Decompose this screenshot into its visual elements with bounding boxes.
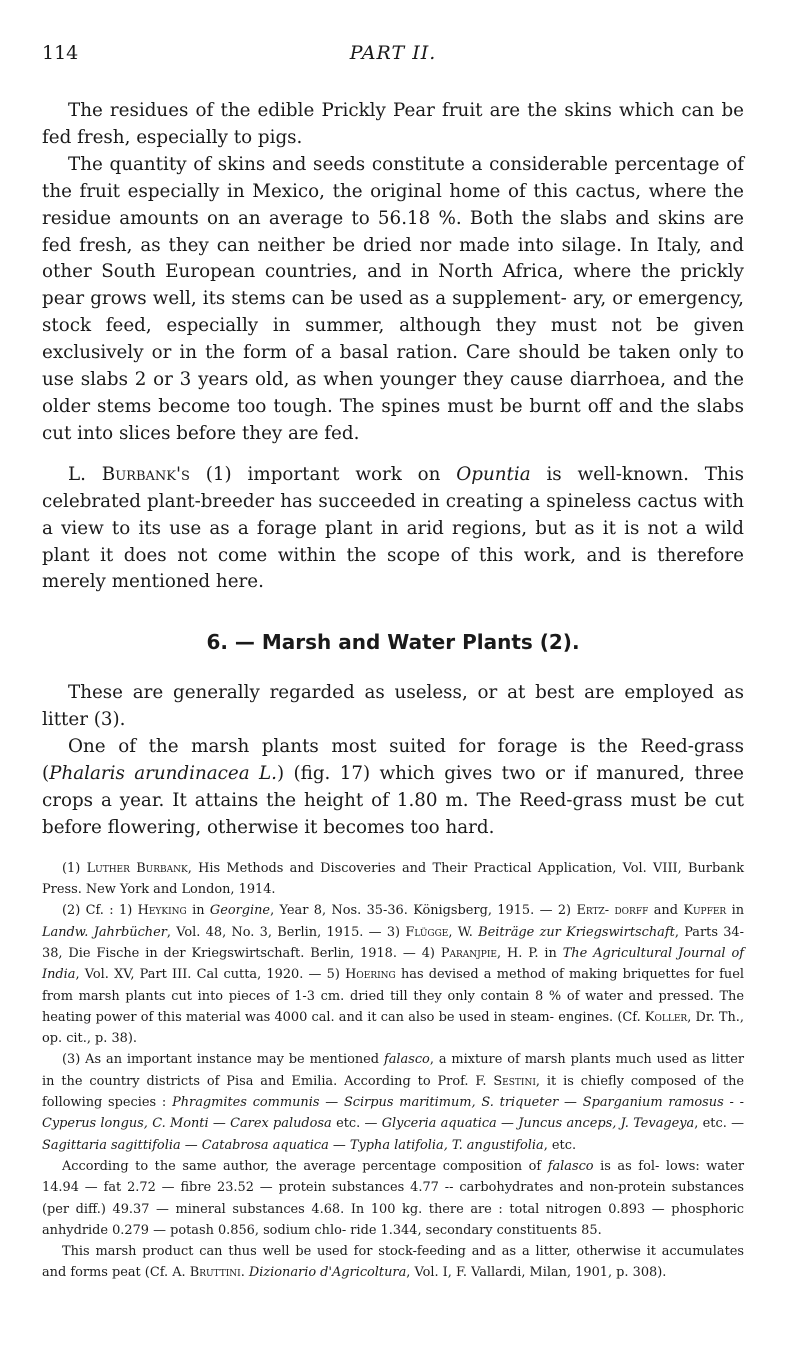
species-name: Phalaris arundinacea L.	[49, 763, 277, 785]
author-name: Bruttini	[189, 1265, 241, 1281]
text-run: , a mixture of marsh plants much used as litter in the country districts of Pisa and Emilia. According to Prof. F.	[42, 1052, 744, 1089]
paragraph-prickly-pear-residues: The residues of the edible Prickly Pear fruit are the skins which can be fed fresh, especially to pigs.	[42, 100, 744, 148]
paragraph-skins-and-slabs: The quantity of skins and seeds constitute a considerable percentage of the fruit especially in Mexico, the original home of this cactus, where the residue amounts on an average to 56.18 %. Both the slabs and skins are fed fresh, as they can neither be dried nor made into silage. In Italy, and other South European countries, and in North Africa, where the prickly pear grows well, its stems can be used as a supplement- ary, or emergency, stock feed, especially in summer, although they must not be given exclusively or in the form of a basal ration. Care should be taken only to use slabs 2 or 3 years old, as when younger they cause diarrhoea, and the older stems become too tough. The spines must be burnt off and the slabs cut into slices before they are fed.	[42, 153, 744, 444]
footnote-3	[42, 1049, 744, 1155]
publication-title: Landw. Jahrbücher	[42, 924, 167, 940]
author-name: Ertz- dorff	[576, 903, 649, 919]
text-run: , etc.	[543, 1137, 577, 1153]
publication-title: Georgine	[209, 903, 271, 919]
footnote-3-composition	[42, 1156, 744, 1241]
text-run: , His Methods and Discoveries and Their Practical Application, Vol. VIII, Burbank Press. New York and London, 1914.	[42, 860, 744, 898]
footnotes	[42, 858, 744, 1284]
text-run: has devised a method of making briquettes for fuel from marsh plants cut into pieces of 1-3 cm. dried till they only contain 8 % of water and pressed. The heating power of this material was 4000 cal. and it can also be used in steam- engines. (Cf.	[42, 967, 744, 1025]
author-name: Heyking	[137, 903, 187, 919]
text-run: This marsh product can thus well be used for stock-feeding and as a litter, otherwise it accumulates and forms peat (Cf. A.	[42, 1244, 744, 1281]
text-run: One of the marsh plants most suited for forage is the Reed-grass (	[42, 736, 744, 785]
text-run: , W.	[448, 924, 479, 940]
page-body	[42, 98, 744, 1284]
term: falasco	[383, 1052, 430, 1068]
paragraph-reed-grass	[42, 734, 744, 842]
text-run: and	[648, 903, 684, 919]
text-run: , Year 8, Nos. 35-36. Königsberg, 1915. — 2)	[270, 903, 577, 919]
text-run: in	[726, 903, 745, 919]
text-run: ) (fig. 17) which gives two or if manured, three crops a year. It attains the height of 1.80 m. The Reed-grass must be cut before flowering, otherwise it becomes too hard.	[42, 763, 745, 838]
author-name: Paranjpie	[440, 945, 497, 961]
text-run: , Vol. I, F. Vallardi, Milan, 1901, p. 308).	[406, 1265, 667, 1281]
author-name: L. Burbank's	[68, 463, 190, 485]
species-list: Sagittaria sagittifolia — Catabrosa aquatica — Typha latifolia, T. angustifolia	[42, 1137, 544, 1153]
text-run: , Vol. 48, No. 3, Berlin, 1915. — 3)	[166, 924, 406, 940]
term: falasco	[547, 1158, 594, 1174]
text-run: , etc. —	[694, 1116, 745, 1132]
page-number: 114	[42, 42, 79, 64]
text-run: is as fol- lows: water 14.94 — fat 2.72 — fibre 23.52 — protein substances 4.77 -- carbohydrates and non-protein substances (per diff.) 49.37 — mineral substances 4.68. In 100 kg. there are : total nitrogen 0.893 — phosphoric anhydride 0.279 — potash 0.856, sodium chlo- ride 1.344, secondary constituents 85.	[42, 1158, 744, 1238]
author-name: Koller	[644, 1009, 688, 1025]
author-name: Kupfer	[683, 903, 727, 919]
section-heading: 6. — Marsh and Water Plants (2).	[206, 630, 580, 655]
paragraph-burbank	[42, 462, 744, 597]
footnote-3-conclusion	[42, 1241, 744, 1284]
text-run: , Dr. Th., op. cit., p. 38).	[42, 1009, 744, 1047]
text-run: According to the same author, the average percentage composition of	[62, 1158, 548, 1174]
running-head: PART II.	[349, 42, 437, 64]
text-run: .	[240, 1265, 249, 1281]
text-run: , Vol. XV, Part III. Cal cutta, 1920. — 5)	[75, 967, 346, 983]
species-list: Glyceria aquatica — Juncus anceps, J. Tevageya	[381, 1116, 695, 1132]
text-run: etc. —	[331, 1116, 382, 1132]
text-run: is well-known. This celebrated plant-breeder has succeeded in creating a spineless cactus with a view to its use as a forage plant in arid regions, but as it is not a wild plant it does not come within the scope of this work, and is therefore merely mentioned here.	[42, 463, 744, 593]
paragraph-marsh-plants-intro: These are generally regarded as useless, or at best are employed as litter (3).	[42, 682, 744, 731]
publication-title: Dizionario d'Agricoltura	[248, 1265, 407, 1281]
text-run: (3) As an important instance may be mentioned	[62, 1052, 384, 1068]
text-run: , H. P. in	[496, 945, 563, 961]
footnote-2	[42, 900, 744, 1049]
publication-title: Beiträge zur Kriegswirtschaft	[478, 924, 675, 940]
text-run: (1) important work on	[189, 463, 457, 485]
text-run: in	[186, 903, 210, 919]
genus-name: Opuntia	[456, 463, 531, 485]
text-run: , Parts 34-38, Die Fische in der Kriegswirtschaft. Berlin, 1918. — 4)	[42, 924, 744, 961]
author-name: Hoering	[345, 967, 396, 983]
author-name: Luther Burbank	[86, 860, 188, 876]
publication-title: The Agricultural Journal of India	[42, 945, 744, 983]
text-run: (2) Cf. : 1)	[62, 903, 138, 919]
footnote-marker: (1)	[62, 860, 87, 876]
footnote-1	[42, 858, 744, 901]
species-list: Phragmites communis — Scirpus maritimum, S. triqueter — Sparganium ramosus - - Cyperus longus, C. Monti — Carex paludosa	[42, 1095, 745, 1132]
text-run: , it is chiefly composed of the following species :	[42, 1073, 744, 1111]
author-name: Flügge	[405, 924, 449, 940]
page-header	[42, 42, 744, 72]
author-name: Sestini	[493, 1073, 536, 1089]
